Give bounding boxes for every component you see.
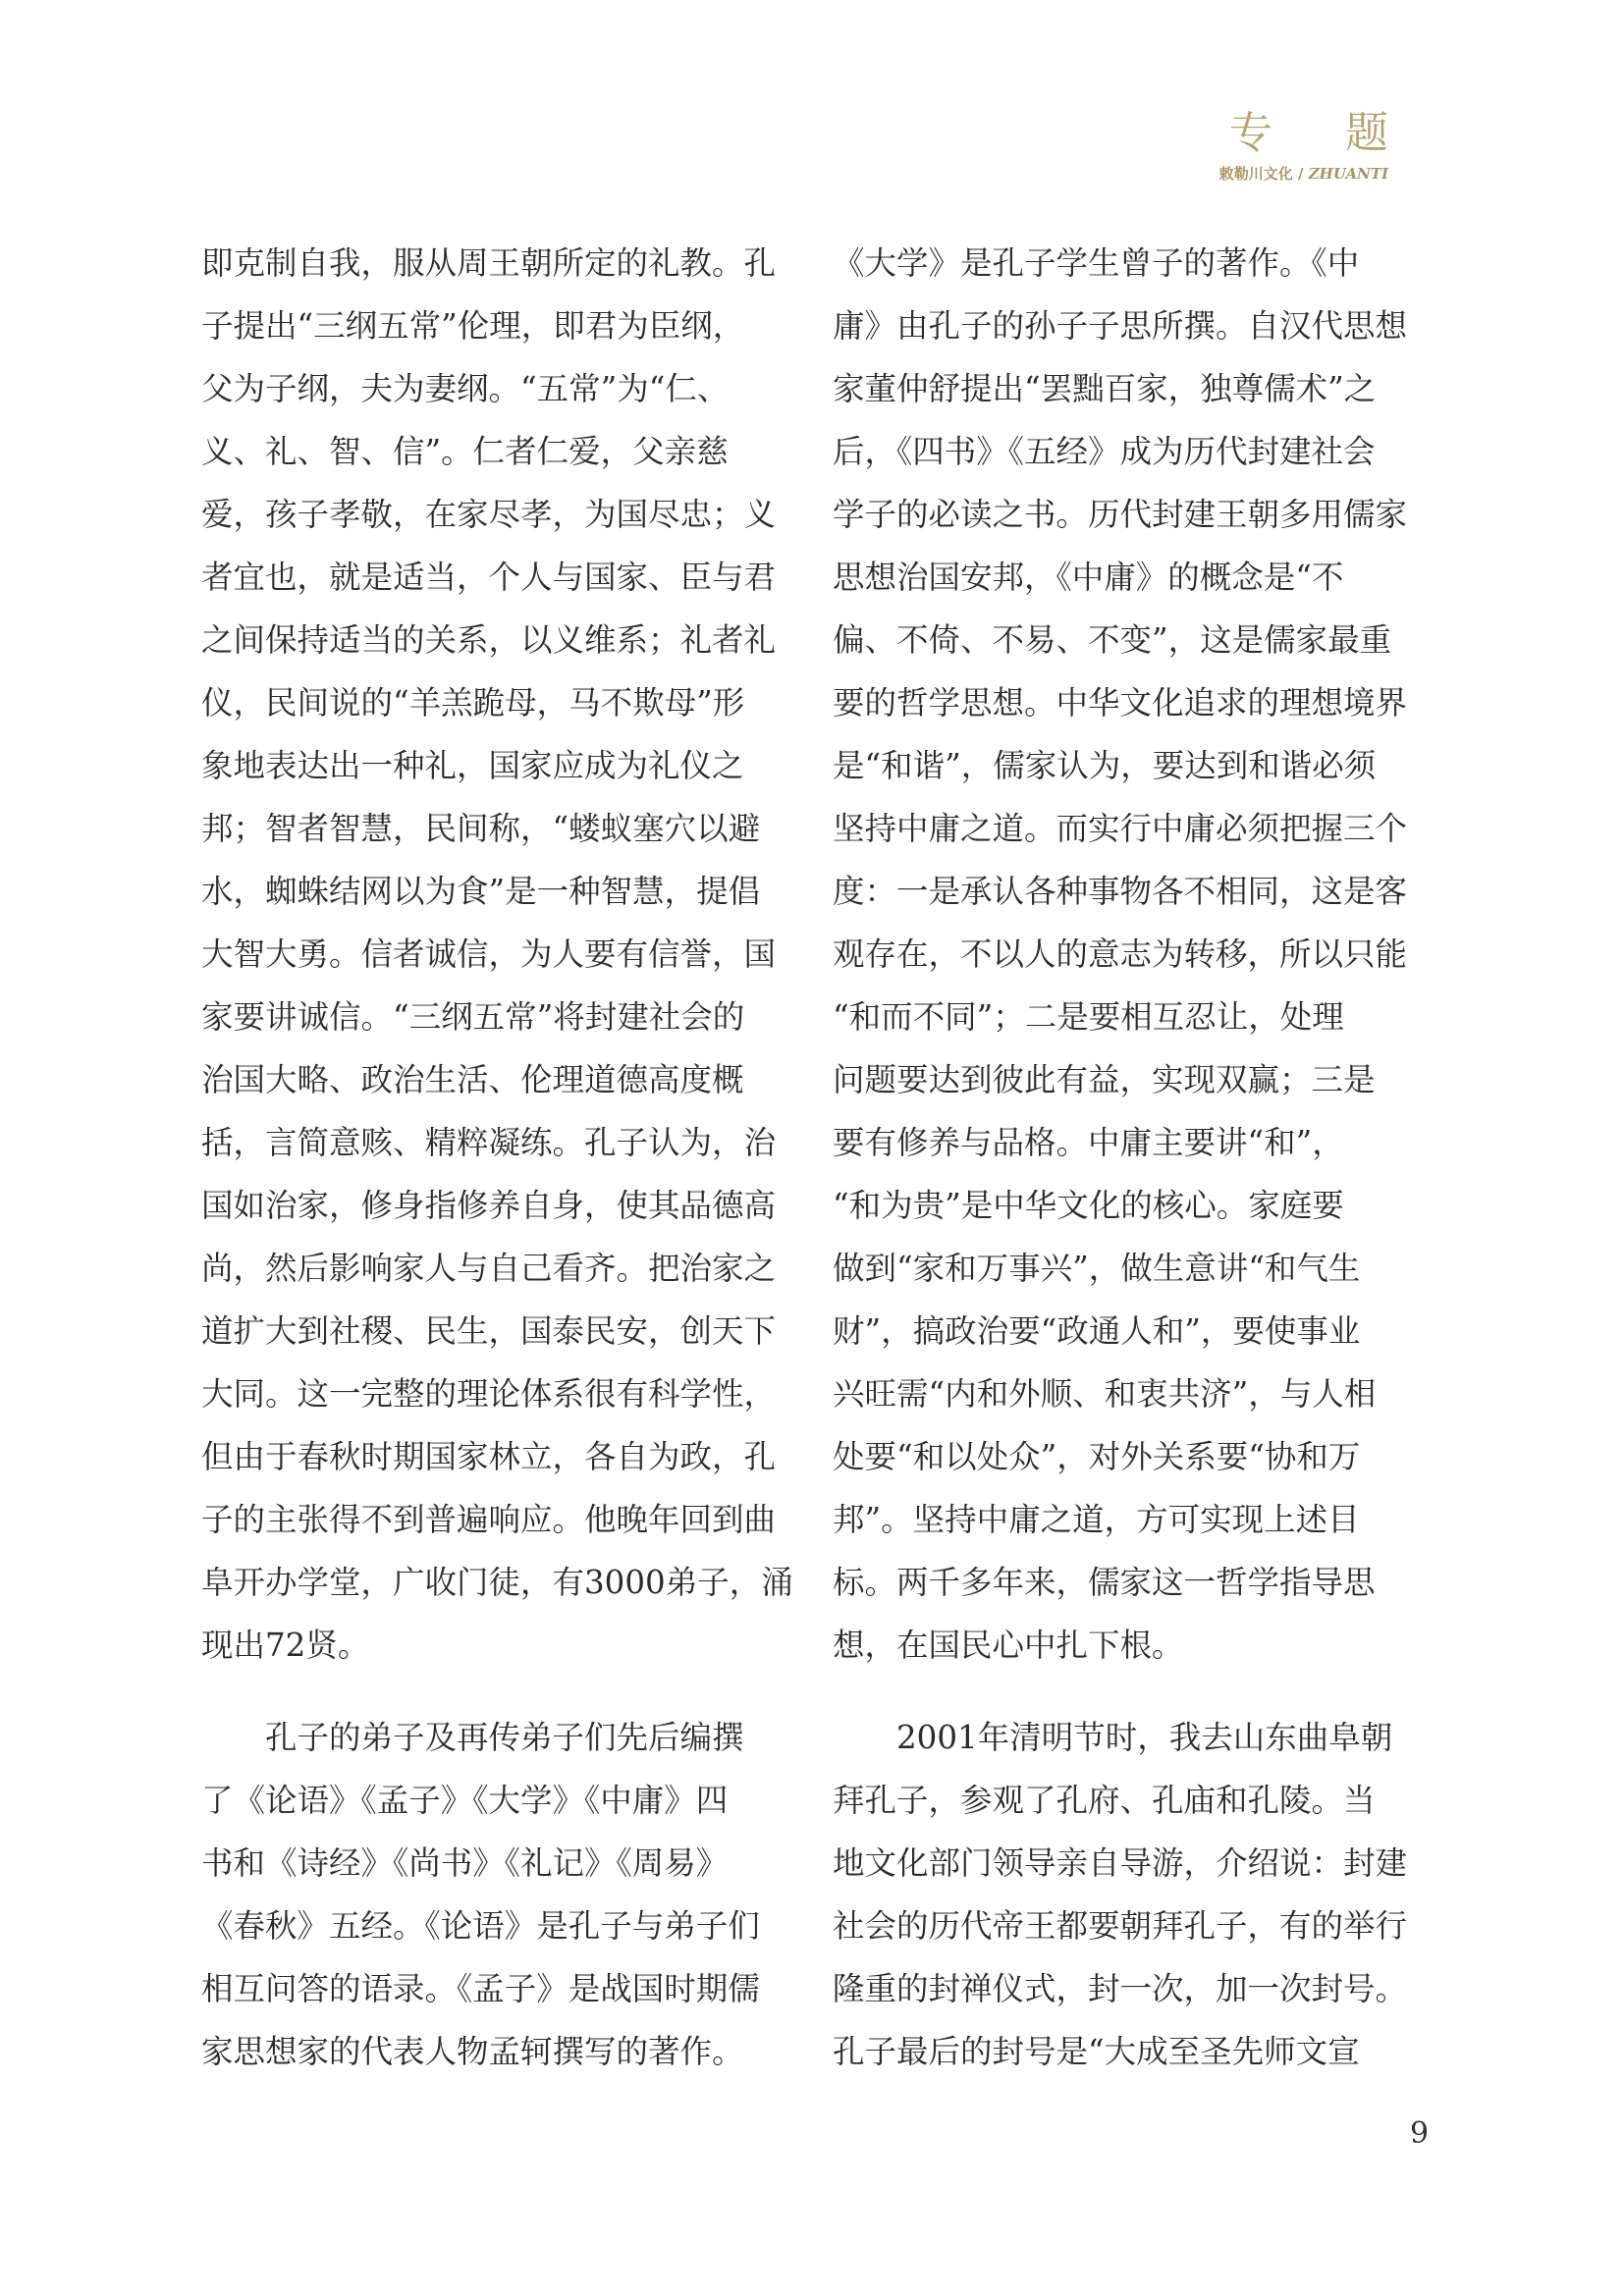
text-line: “和为贵”是中华文化的核心。家庭要 [833, 1187, 1344, 1224]
text-line: 邦”。坚持中庸之道，方可实现上述目 [833, 1501, 1360, 1538]
text-line: 但由于春秋时期国家林立，各自为政，孔 [201, 1438, 777, 1475]
text-line: 之间保持适当的关系，以义维系；礼者礼 [201, 621, 777, 659]
text-line: 相互问答的语录。《孟子》是战国时期儒 [201, 1970, 760, 2007]
section-header [1094, 108, 1418, 184]
text-line: 庸》由孔子的孙子子思所撰。自汉代思想 [833, 307, 1408, 345]
text-line: 治国大略、政治生活、伦理道德高度概 [201, 1061, 744, 1098]
text-line: 孔子最后的封号是“大成至圣先师文宣 [833, 2033, 1360, 2070]
text-line: 思想治国安邦，《中庸》的概念是“不 [833, 559, 1344, 596]
text-line: 问题要达到彼此有益，实现双赢；三是 [833, 1061, 1376, 1098]
text-line: 了《论语》《孟子》《大学》《中庸》四 [201, 1782, 729, 1819]
paragraph-gap [833, 1677, 1426, 1706]
text-line: 拜孔子，参观了孔府、孔庙和孔陵。当 [833, 1782, 1376, 1819]
text-line: 家要讲诚信。“三纲五常”将封建社会的 [201, 998, 745, 1036]
paragraph [833, 232, 1426, 1677]
text-line: 现出72贤。 [201, 1627, 370, 1664]
text-line: 要有修养与品格。中庸主要讲“和”， [833, 1124, 1344, 1161]
text-line: 《春秋》五经。《论语》是孔子与弟子们 [201, 1907, 760, 1945]
paragraph-gap [201, 1677, 794, 1706]
text-line: 度：一是承认各种事物各不相同，这是客 [833, 873, 1408, 910]
text-line: 大智大勇。信者诚信，为人要有信誉，国 [201, 935, 777, 973]
text-line: 后，《四书》《五经》成为历代封建社会 [833, 433, 1376, 470]
text-line: 邦；智者智慧，民间称，“蝼蚁塞穴以避 [201, 810, 761, 847]
text-line: 想，在国民心中扎下根。 [833, 1627, 1184, 1664]
text-line: 是“和谐”，儒家认为，要达到和谐必须 [833, 747, 1377, 784]
text-line: 地文化部门领导亲自导游，介绍说：封建 [833, 1844, 1408, 1882]
text-line: 孔子的弟子及再传弟子们先后编撰 [201, 1719, 744, 1756]
text-line: 标。两千多年来，儒家这一哲学指导思 [833, 1564, 1376, 1601]
paragraph [201, 1706, 794, 2083]
text-line: 大同。这一完整的理论体系很有科学性， [201, 1375, 777, 1413]
text-line: 阜开办学堂，广收门徒，有3000弟子，涌 [201, 1564, 793, 1601]
text-line: 尚，然后影响家人与自己看齐。把治家之 [201, 1250, 777, 1287]
text-line: 书和《诗经》《尚书》《礼记》《周易》 [201, 1844, 729, 1882]
text-line: 道扩大到社稷、民生，国泰民安，创天下 [201, 1312, 777, 1350]
text-line: 爱，孩子孝敬，在家尽孝，为国尽忠；义 [201, 496, 777, 533]
text-line: 处要“和以处众”，对外关系要“协和万 [833, 1438, 1361, 1475]
text-line: 义、礼、智、信”。仁者仁爱，父亲慈 [201, 433, 729, 470]
text-line: 者宜也，就是适当，个人与国家、臣与君 [201, 559, 777, 596]
text-line: 社会的历代帝王都要朝拜孔子，有的举行 [833, 1907, 1408, 1945]
text-line: 子提出“三纲五常”伦理，即君为臣纲， [201, 307, 745, 345]
text-line: 做到“家和万事兴”，做生意讲“和气生 [833, 1250, 1361, 1287]
text-line: 坚持中庸之道。而实行中庸必须把握三个 [833, 810, 1408, 847]
paragraph [201, 232, 794, 1677]
subtitle-en: ZHUANTI [1308, 165, 1388, 184]
text-line: 水，蜘蛛结网以为食”是一种智慧，提倡 [201, 873, 761, 910]
left-column [201, 232, 794, 2083]
text-line: 括，言简意赅、精粹凝练。孔子认为，治 [201, 1124, 777, 1161]
text-line: 财”，搞政治要“政通人和”，要使事业 [833, 1312, 1361, 1350]
subtitle-cn: 敕勒川文化 [1218, 165, 1293, 184]
page-number: 9 [1410, 2116, 1430, 2151]
text-line: 学子的必读之书。历代封建王朝多用儒家 [833, 496, 1408, 533]
text-line: 象地表达出一种礼，国家应成为礼仪之 [201, 747, 744, 784]
text-line: 父为子纲，夫为妻纲。“五常”为“仁、 [201, 370, 730, 407]
text-line: 《大学》是孔子学生曾子的著作。《中 [833, 244, 1360, 282]
text-line: 国如治家，修身指修养自身，使其品德高 [201, 1187, 777, 1224]
text-line: 家董仲舒提出“罢黜百家，独尊儒术”之 [833, 370, 1377, 407]
text-line: 2001年清明节时，我去山东曲阜朝 [833, 1719, 1393, 1756]
subtitle-separator: / [1292, 165, 1309, 184]
text-line: 仪，民间说的“羊羔跪母，马不欺母”形 [201, 684, 745, 721]
section-title: 专 题 [1229, 108, 1418, 158]
text-line: 家思想家的代表人物孟轲撰写的著作。 [201, 2033, 744, 2070]
text-line: 子的主张得不到普遍响应。他晚年回到曲 [201, 1501, 777, 1538]
text-line: 隆重的封禅仪式，封一次，加一次封号。 [833, 1970, 1408, 2007]
text-line: 兴旺需“内和外顺、和衷共济”，与人相 [833, 1375, 1377, 1413]
section-subtitle [1094, 163, 1388, 184]
text-line: 即克制自我，服从周王朝所定的礼教。孔 [201, 244, 777, 282]
text-line: 要的哲学思想。中华文化追求的理想境界 [833, 684, 1408, 721]
text-line: 偏、不倚、不易、不变”，这是儒家最重 [833, 621, 1392, 659]
right-column [833, 232, 1426, 2083]
text-line: “和而不同”；二是要相互忍让，处理 [833, 998, 1344, 1036]
paragraph [833, 1706, 1426, 2083]
text-line: 观存在，不以人的意志为转移，所以只能 [833, 935, 1408, 973]
